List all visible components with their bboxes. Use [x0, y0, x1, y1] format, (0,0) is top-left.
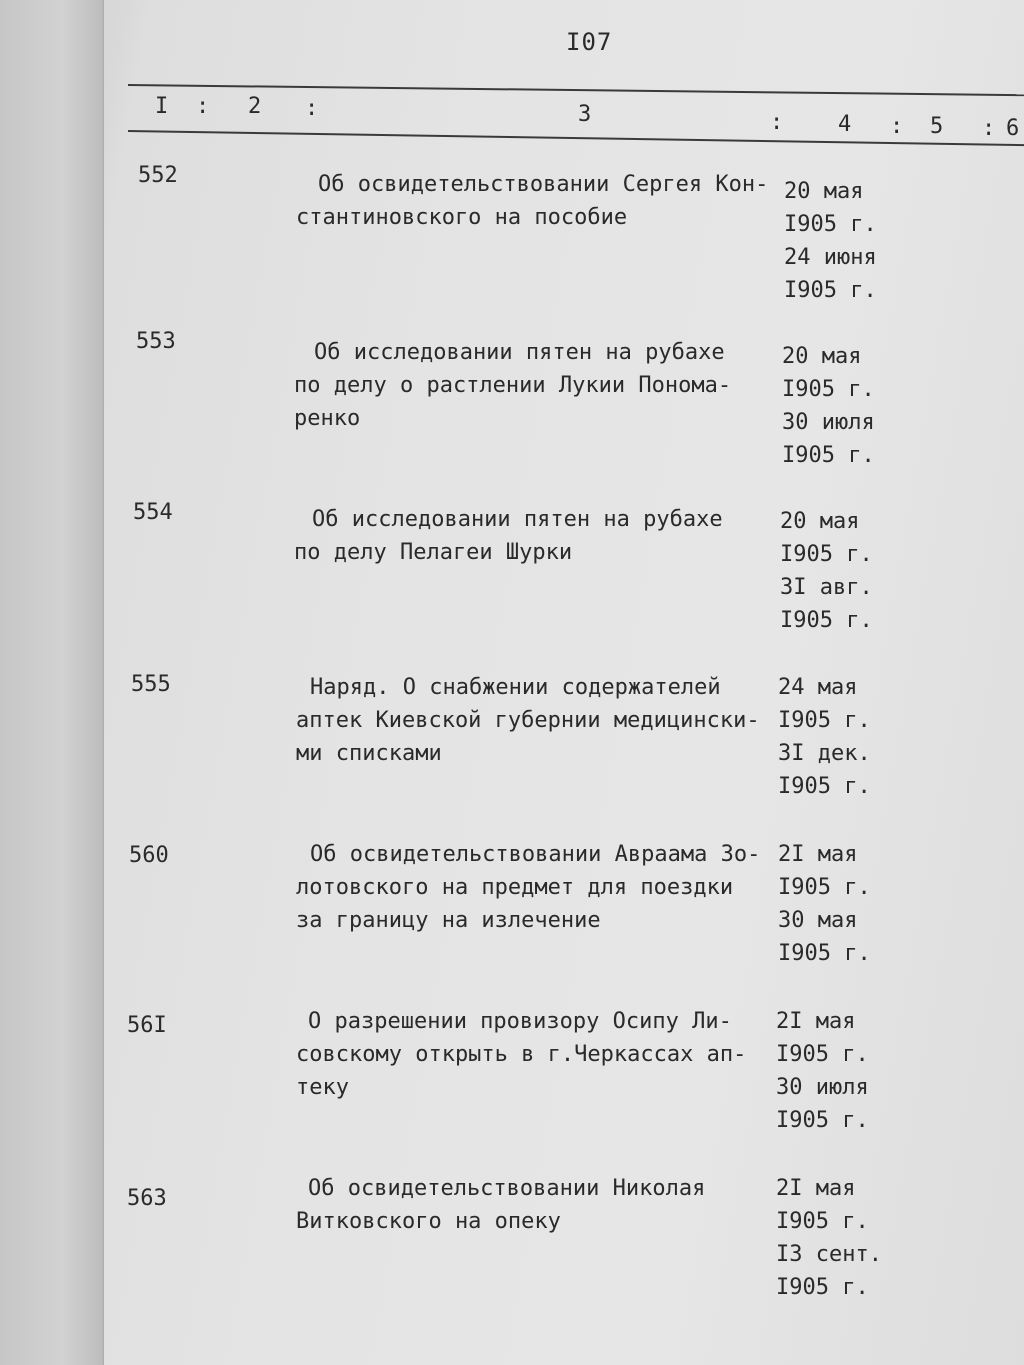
entry-title	[294, 336, 731, 435]
entry-date-start-year: I905 г.	[776, 1209, 869, 1234]
entry-dates	[784, 175, 877, 307]
column-header-3: 3	[578, 102, 592, 127]
entry-date-end-year: I905 г.	[780, 608, 873, 633]
entry-dates	[776, 1172, 882, 1304]
column-header-1: I	[155, 94, 169, 119]
entry-date-end: 24 июня	[784, 245, 877, 270]
entry-title-line: ми списками	[296, 741, 442, 766]
column-header-separator: :	[770, 110, 784, 135]
entry-title-line: аптек Киевской губернии медицински-	[296, 708, 760, 733]
entry-date-end: 30 мая	[778, 908, 858, 933]
entry-dates	[780, 505, 873, 637]
entry-number: 555	[131, 672, 171, 697]
entry-title	[296, 838, 760, 937]
column-header-5: 5	[930, 114, 944, 139]
column-header-row	[0, 90, 1024, 141]
entry-title-line: совскому открыть в г.Черкассах ап-	[296, 1042, 747, 1067]
entry-date-start: 24 мая	[778, 675, 858, 700]
entry-title-line: Об освидетельствовании Николая	[308, 1176, 706, 1201]
entry-date-end: I3 сент.	[776, 1242, 882, 1267]
entry-title-line: О разрешении провизору Осипу Ли-	[308, 1009, 732, 1034]
entry-number: 563	[127, 1186, 167, 1211]
entry-date-start: 20 мая	[784, 179, 864, 204]
column-header-separator: :	[196, 94, 210, 119]
entry-date-start-year: I905 г.	[778, 875, 871, 900]
entry-title	[296, 168, 768, 234]
entry-title-line: стантиновского на пособие	[296, 205, 628, 230]
column-header-separator: :	[890, 114, 904, 139]
entry-date-start-year: I905 г.	[780, 542, 873, 567]
entry-title	[296, 671, 760, 770]
entry-date-end-year: I905 г.	[778, 774, 871, 799]
entry-date-start: 20 мая	[782, 344, 862, 369]
entry-date-end-year: I905 г.	[776, 1108, 869, 1133]
entry-title-line: по делу о растлении Лукии Пономa-	[294, 373, 732, 398]
entry-title	[294, 503, 723, 569]
entry-dates	[782, 340, 875, 472]
entry-title-line: за границу на излечение	[296, 908, 601, 933]
column-header-6: 6	[1006, 116, 1020, 141]
entry-title-line: Наряд. О снабжении содержателей	[310, 675, 721, 700]
entry-date-end-year: I905 г.	[782, 443, 875, 468]
column-header-separator: :	[305, 96, 319, 121]
entry-date-start: 2I мая	[776, 1176, 856, 1201]
entry-title	[296, 1172, 705, 1238]
entry-number: 560	[129, 843, 169, 868]
entry-date-start: 2I мая	[776, 1009, 856, 1034]
entry-title-line: Об освидетельствовании Сергея Кон-	[318, 172, 769, 197]
entry-date-end: 30 июля	[782, 410, 875, 435]
entry-title-line: ренко	[294, 406, 361, 431]
column-header-separator: :	[982, 116, 996, 141]
page-binding-shadow	[0, 0, 104, 1365]
entry-title-line: Об исследовании пятен на рубахе	[312, 507, 723, 532]
entry-title-line: лотовского на предмет для поездки	[296, 875, 734, 900]
entry-date-end: 3I авг.	[780, 575, 873, 600]
entry-title-line: теку	[296, 1075, 349, 1100]
entry-number: 553	[136, 329, 176, 354]
entry-date-end: 3I дек.	[778, 741, 871, 766]
entry-title-line: Витковского на опеку	[296, 1209, 561, 1234]
entry-date-start-year: I905 г.	[782, 377, 875, 402]
entry-number: 554	[133, 500, 173, 525]
entry-date-start: 20 мая	[780, 509, 860, 534]
entry-title-line: Об освидетельствовании Авраама Зо-	[310, 842, 761, 867]
entry-date-end: 30 июля	[776, 1075, 869, 1100]
entry-date-start-year: I905 г.	[778, 708, 871, 733]
entry-dates	[778, 671, 871, 803]
column-header-2: 2	[248, 94, 262, 119]
entry-title-line: Об исследовании пятен на рубахе	[314, 340, 725, 365]
entry-title-line: по делу Пелагеи Шурки	[294, 540, 573, 565]
entry-title	[296, 1005, 746, 1104]
entry-date-start-year: I905 г.	[776, 1042, 869, 1067]
entry-date-start: 2I мая	[778, 842, 858, 867]
entry-date-start-year: I905 г.	[784, 212, 877, 237]
entry-dates	[778, 838, 871, 970]
entry-date-end-year: I905 г.	[784, 278, 877, 303]
page-number: I07	[566, 28, 613, 56]
column-header-4: 4	[838, 112, 852, 137]
entry-number: 552	[138, 163, 178, 188]
entry-date-end-year: I905 г.	[776, 1275, 869, 1300]
entry-dates	[776, 1005, 869, 1137]
entry-date-end-year: I905 г.	[778, 941, 871, 966]
entry-number: 56I	[127, 1013, 167, 1038]
